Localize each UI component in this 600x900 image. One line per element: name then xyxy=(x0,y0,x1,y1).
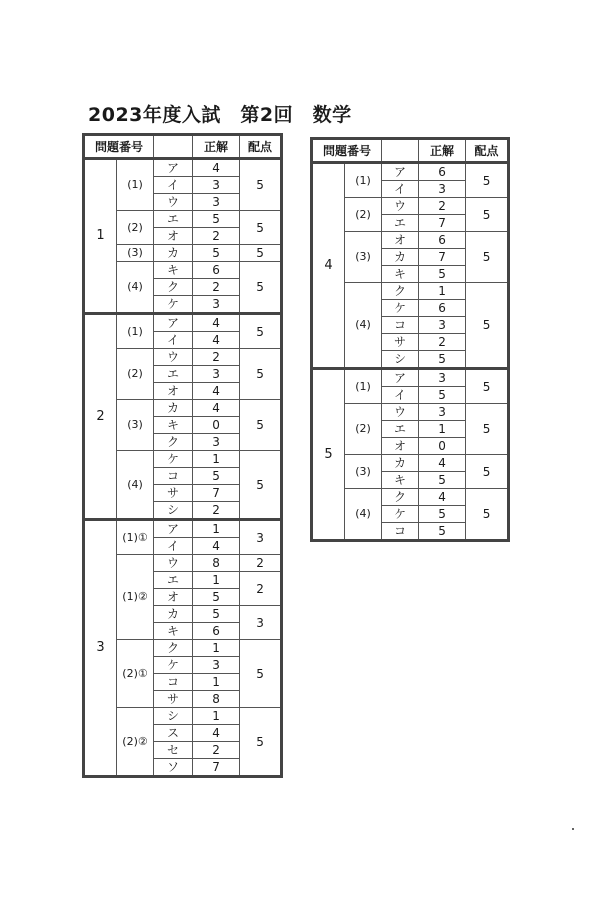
points-value: 5 xyxy=(466,455,509,489)
answer-value: 4 xyxy=(193,332,240,349)
answer-value: 1 xyxy=(193,708,240,725)
answer-value: 5 xyxy=(193,468,240,485)
points-value: 5 xyxy=(240,708,282,777)
table-header-row xyxy=(84,135,282,159)
answer-label: カ xyxy=(382,455,419,472)
answer-value: 6 xyxy=(419,232,466,249)
answer-value: 5 xyxy=(419,472,466,489)
points-value: 5 xyxy=(466,404,509,455)
header-answer: 正解 xyxy=(193,135,240,159)
answer-value: 2 xyxy=(419,334,466,351)
answer-label: ク xyxy=(154,640,193,657)
answer-label: サ xyxy=(154,691,193,708)
answer-value: 5 xyxy=(419,351,466,369)
header-blank xyxy=(154,135,193,159)
answer-value: 1 xyxy=(193,640,240,657)
points-value: 5 xyxy=(240,451,282,520)
points-value: 5 xyxy=(466,283,509,369)
answer-label: コ xyxy=(382,523,419,541)
sub-question: (1)① xyxy=(117,520,154,555)
sub-question: (2)② xyxy=(117,708,154,777)
answer-label: ク xyxy=(382,489,419,506)
answer-value: 5 xyxy=(419,387,466,404)
points-value: 5 xyxy=(240,400,282,451)
table-row xyxy=(312,163,509,181)
answer-label: ク xyxy=(154,434,193,451)
points-value: 2 xyxy=(240,555,282,572)
sub-question: (4) xyxy=(345,489,382,541)
points-value: 5 xyxy=(240,245,282,262)
answer-value: 7 xyxy=(193,759,240,777)
points-value: 5 xyxy=(240,159,282,211)
points-value: 5 xyxy=(466,489,509,541)
sub-question: (3) xyxy=(345,232,382,283)
question-number: 5 xyxy=(312,369,345,541)
answer-value: 7 xyxy=(419,249,466,266)
header-points: 配点 xyxy=(466,139,509,163)
points-value: 5 xyxy=(466,232,509,283)
answer-value: 6 xyxy=(419,163,466,181)
answer-value: 4 xyxy=(193,725,240,742)
table-header-row xyxy=(312,139,509,163)
answer-label: シ xyxy=(382,351,419,369)
answer-label: シ xyxy=(154,502,193,520)
answer-label: イ xyxy=(154,177,193,194)
answer-value: 1 xyxy=(193,674,240,691)
answer-value: 3 xyxy=(419,181,466,198)
answer-value: 5 xyxy=(419,266,466,283)
points-value: 5 xyxy=(240,640,282,708)
answer-label: ウ xyxy=(382,404,419,421)
answer-label: オ xyxy=(382,232,419,249)
answer-label: ア xyxy=(382,163,419,181)
answer-label: カ xyxy=(154,400,193,417)
answer-value: 4 xyxy=(419,489,466,506)
page-title: 2023年度入試 第2回 数学 xyxy=(88,104,352,126)
answer-value: 1 xyxy=(193,520,240,538)
answer-value: 4 xyxy=(193,314,240,332)
answer-value: 3 xyxy=(193,434,240,451)
answer-label: ソ xyxy=(154,759,193,777)
answer-label: キ xyxy=(154,623,193,640)
header-answer: 正解 xyxy=(419,139,466,163)
answer-label: エ xyxy=(154,366,193,383)
answer-value: 1 xyxy=(193,451,240,468)
header-blank xyxy=(382,139,419,163)
answer-label: ア xyxy=(154,314,193,332)
answer-value: 3 xyxy=(419,317,466,334)
answer-label: オ xyxy=(154,228,193,245)
answer-value: 6 xyxy=(193,262,240,279)
answer-label: イ xyxy=(382,387,419,404)
answer-value: 4 xyxy=(193,538,240,555)
points-value: 5 xyxy=(240,211,282,245)
answer-value: 1 xyxy=(419,283,466,300)
sub-question: (2) xyxy=(117,349,154,400)
answer-label: ス xyxy=(154,725,193,742)
points-value: 2 xyxy=(240,572,282,606)
sub-question: (3) xyxy=(117,245,154,262)
answer-label: ウ xyxy=(154,349,193,366)
answer-value: 5 xyxy=(193,606,240,623)
answer-value: 4 xyxy=(193,400,240,417)
sub-question: (2) xyxy=(345,404,382,455)
sub-question: (2) xyxy=(117,211,154,245)
points-value: 5 xyxy=(466,369,509,404)
answer-label: ウ xyxy=(382,198,419,215)
answer-label: オ xyxy=(154,383,193,400)
points-value: 5 xyxy=(240,262,282,314)
answer-label: ケ xyxy=(382,300,419,317)
answer-table-left xyxy=(82,133,283,778)
answer-label: ウ xyxy=(154,555,193,572)
table-row xyxy=(84,159,282,177)
answer-value: 2 xyxy=(419,198,466,215)
answer-label: ア xyxy=(154,520,193,538)
answer-value: 0 xyxy=(419,438,466,455)
answer-label: カ xyxy=(382,249,419,266)
answer-value: 5 xyxy=(193,245,240,262)
answer-label: ア xyxy=(154,159,193,177)
answer-label: コ xyxy=(154,468,193,485)
answer-value: 0 xyxy=(193,417,240,434)
answer-label: キ xyxy=(154,262,193,279)
answer-value: 7 xyxy=(193,485,240,502)
answer-label: コ xyxy=(382,317,419,334)
answer-value: 6 xyxy=(419,300,466,317)
sub-question: (1) xyxy=(345,369,382,404)
answer-label: シ xyxy=(154,708,193,725)
sub-question: (1) xyxy=(345,163,382,198)
answer-value: 2 xyxy=(193,279,240,296)
sub-question: (3) xyxy=(117,400,154,451)
table-row xyxy=(84,520,282,538)
header-points: 配点 xyxy=(240,135,282,159)
answer-value: 3 xyxy=(193,296,240,314)
answer-label: エ xyxy=(154,572,193,589)
sub-question: (4) xyxy=(117,451,154,520)
sub-question: (1) xyxy=(117,314,154,349)
answer-value: 1 xyxy=(419,421,466,438)
answer-label: ケ xyxy=(154,451,193,468)
answer-label: エ xyxy=(382,215,419,232)
answer-label: カ xyxy=(154,245,193,262)
answer-label: ク xyxy=(382,283,419,300)
answer-value: 7 xyxy=(419,215,466,232)
sub-question: (4) xyxy=(345,283,382,369)
answer-label: ウ xyxy=(154,194,193,211)
sub-question: (4) xyxy=(117,262,154,314)
answer-value: 4 xyxy=(419,455,466,472)
answer-value: 5 xyxy=(193,589,240,606)
points-value: 5 xyxy=(240,349,282,400)
answer-value: 4 xyxy=(193,383,240,400)
answer-value: 5 xyxy=(193,211,240,228)
sub-question: (2) xyxy=(345,198,382,232)
answer-label: キ xyxy=(382,472,419,489)
answer-value: 8 xyxy=(193,691,240,708)
answer-label: キ xyxy=(382,266,419,283)
points-value: 5 xyxy=(466,198,509,232)
header-question-number: 問題番号 xyxy=(312,139,382,163)
answer-label: ケ xyxy=(382,506,419,523)
table-row xyxy=(312,369,509,387)
answer-value: 6 xyxy=(193,623,240,640)
answer-label: ケ xyxy=(154,296,193,314)
sub-question: (1) xyxy=(117,159,154,211)
answer-value: 3 xyxy=(193,366,240,383)
sub-question: (2)① xyxy=(117,640,154,708)
answer-table-right xyxy=(310,137,510,542)
answer-value: 3 xyxy=(419,404,466,421)
answer-value: 4 xyxy=(193,159,240,177)
answer-label: ケ xyxy=(154,657,193,674)
points-value: 5 xyxy=(240,314,282,349)
question-number: 2 xyxy=(84,314,117,520)
answer-value: 3 xyxy=(193,177,240,194)
answer-label: イ xyxy=(382,181,419,198)
points-value: 3 xyxy=(240,606,282,640)
answer-label: イ xyxy=(154,332,193,349)
answer-value: 3 xyxy=(193,657,240,674)
points-value: 5 xyxy=(466,163,509,198)
points-value: 3 xyxy=(240,520,282,555)
answer-label: コ xyxy=(154,674,193,691)
answer-value: 8 xyxy=(193,555,240,572)
table-row xyxy=(84,314,282,332)
answer-label: ア xyxy=(382,369,419,387)
answer-label: ク xyxy=(154,279,193,296)
sub-question: (3) xyxy=(345,455,382,489)
answer-value: 3 xyxy=(193,194,240,211)
question-number: 3 xyxy=(84,520,117,777)
answer-label: オ xyxy=(154,589,193,606)
answer-value: 1 xyxy=(193,572,240,589)
answer-label: イ xyxy=(154,538,193,555)
answer-value: 2 xyxy=(193,742,240,759)
header-question-number: 問題番号 xyxy=(84,135,154,159)
answer-value: 2 xyxy=(193,349,240,366)
sub-question: (1)② xyxy=(117,555,154,640)
answer-value: 5 xyxy=(419,523,466,541)
answer-label: セ xyxy=(154,742,193,759)
question-number: 4 xyxy=(312,163,345,369)
answer-label: サ xyxy=(382,334,419,351)
answer-label: キ xyxy=(154,417,193,434)
answer-label: エ xyxy=(154,211,193,228)
answer-value: 2 xyxy=(193,502,240,520)
answer-value: 3 xyxy=(419,369,466,387)
answer-label: サ xyxy=(154,485,193,502)
answer-label: カ xyxy=(154,606,193,623)
scan-speck xyxy=(572,828,574,830)
answer-label: オ xyxy=(382,438,419,455)
answer-value: 5 xyxy=(419,506,466,523)
answer-value: 2 xyxy=(193,228,240,245)
answer-label: エ xyxy=(382,421,419,438)
question-number: 1 xyxy=(84,159,117,314)
